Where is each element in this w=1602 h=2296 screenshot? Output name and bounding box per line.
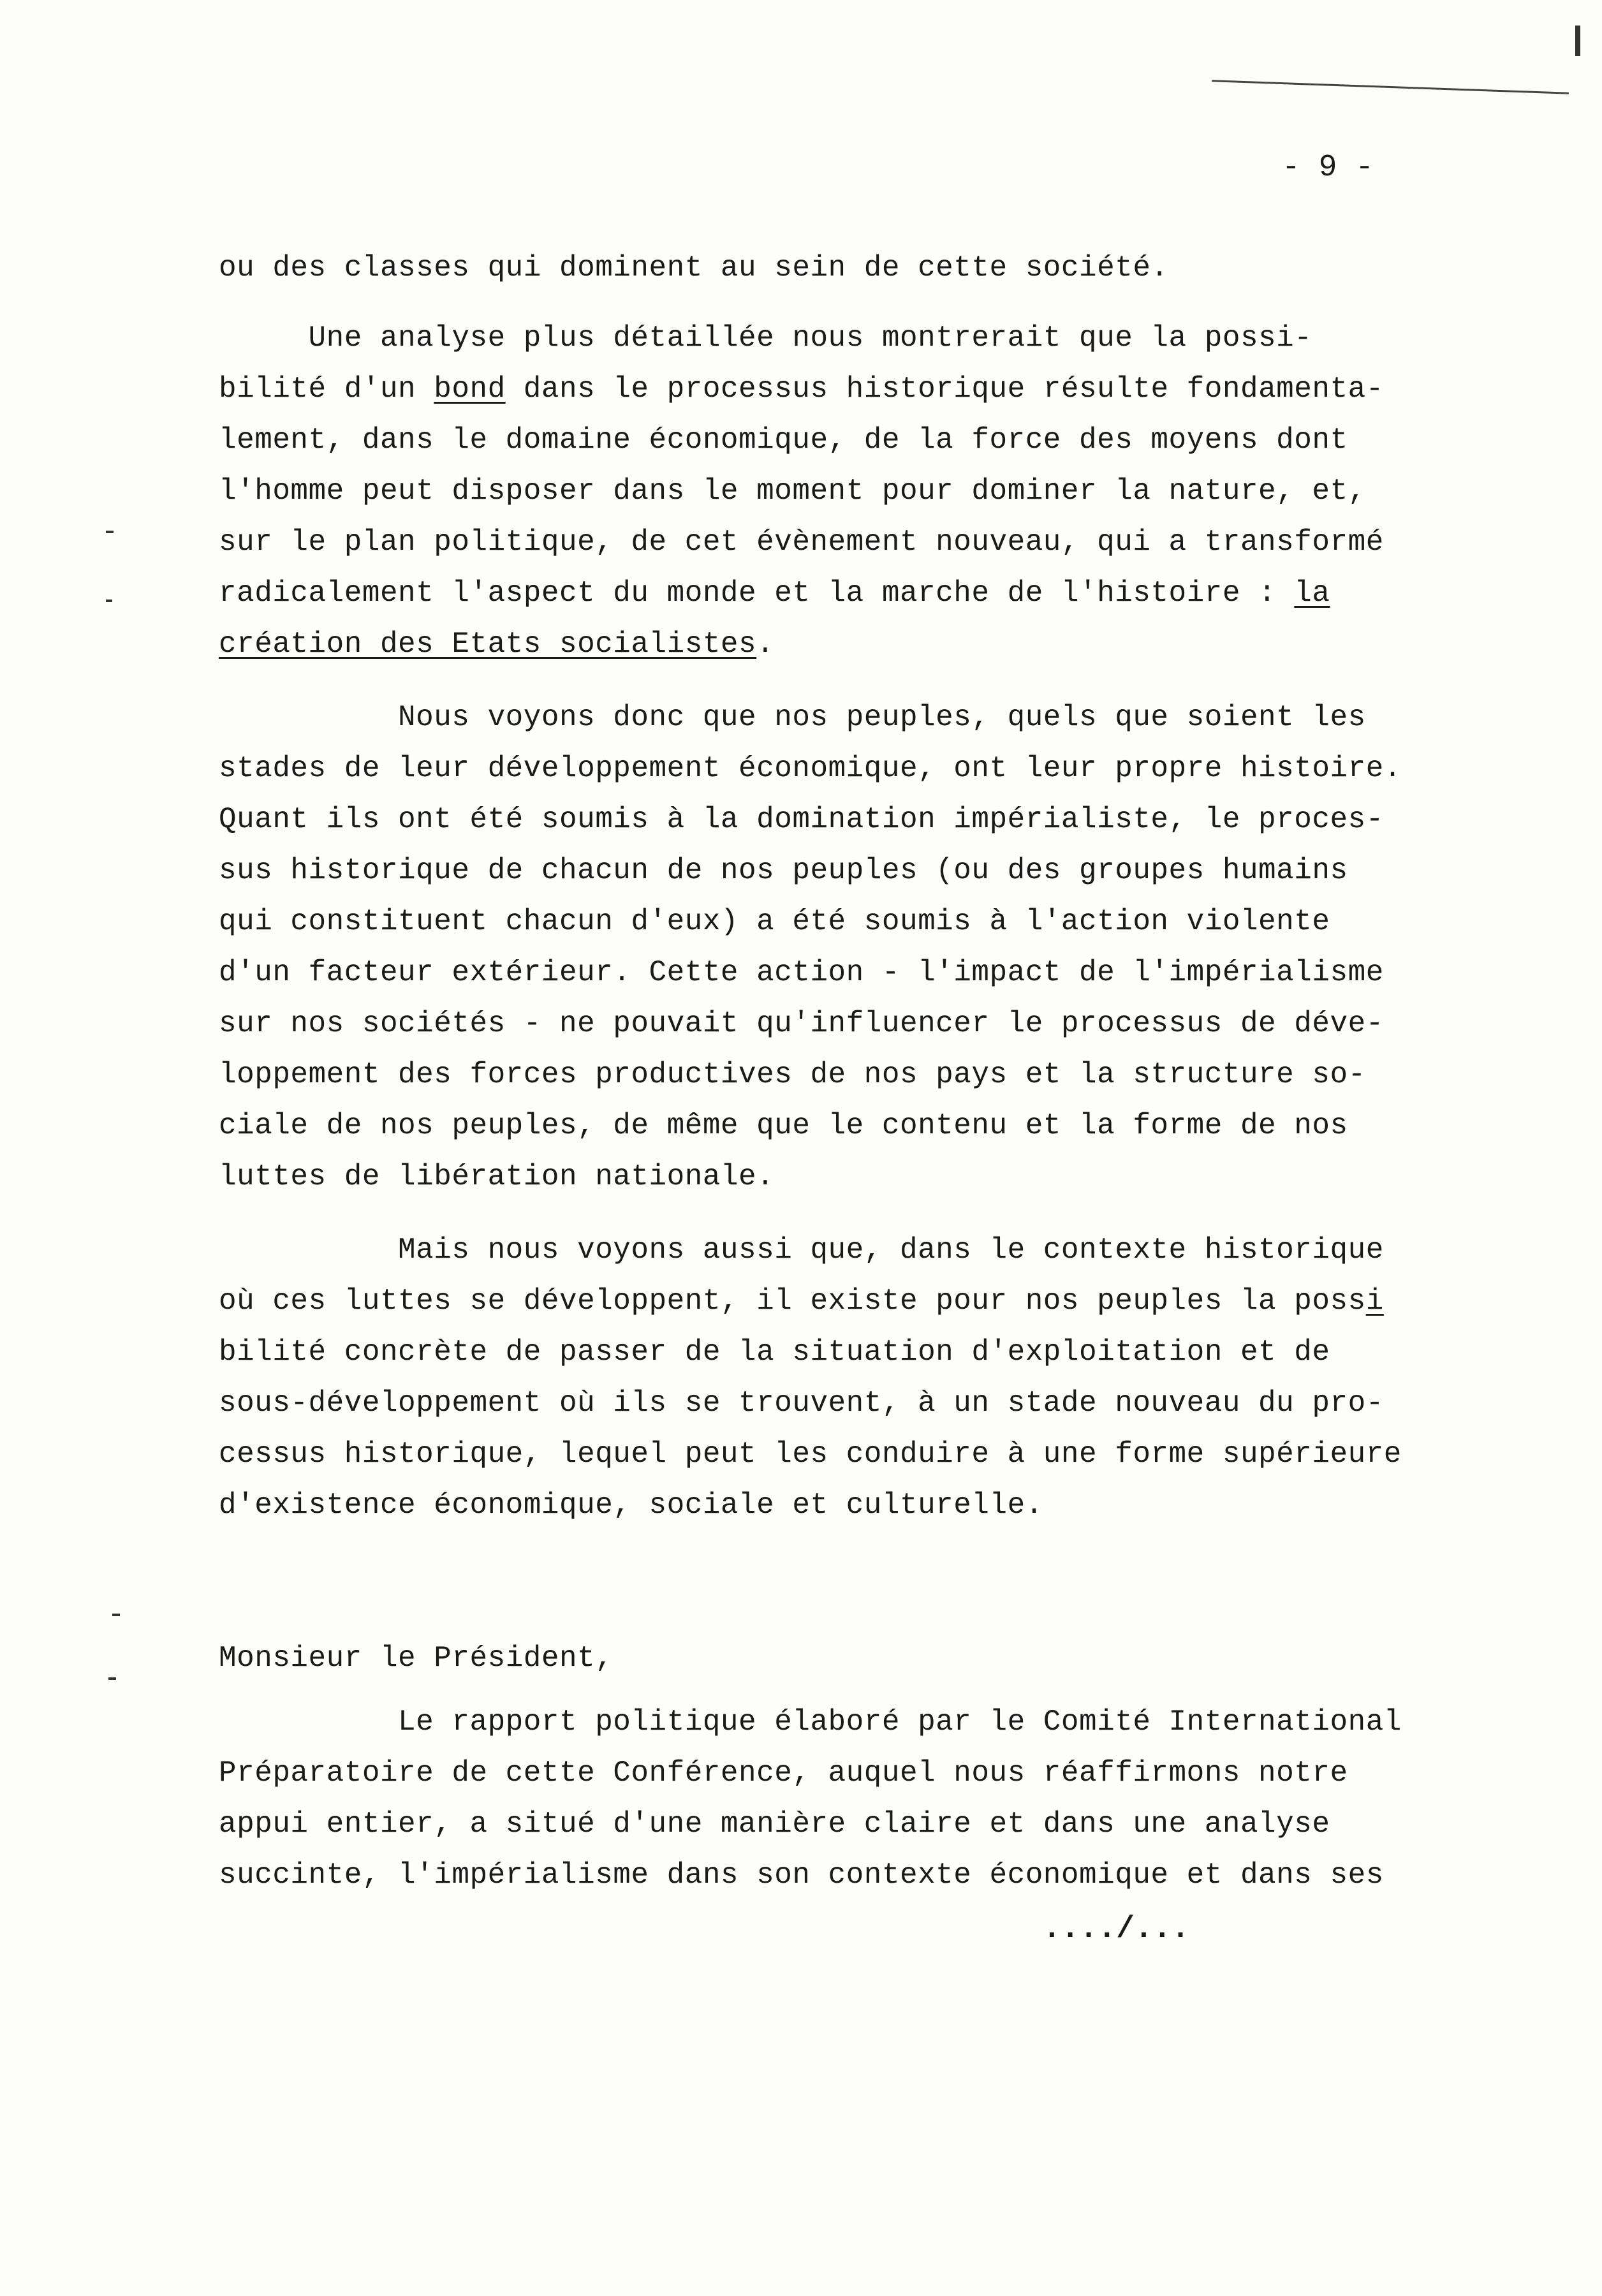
text-run: sur nos sociétés - ne pouvait qu'influencer le processus de déve- [219,1007,1384,1040]
underlined-text: la [1294,577,1330,610]
text-run: stades de leur développement économique, ont leur propre histoire. [219,752,1402,785]
underlined-text: bond [434,372,506,406]
text-run: Nous voyons donc que nos peuples, quels que soient les [219,701,1366,734]
text-line [219,1151,774,1202]
text-run: cessus historique, lequel peut les conduire à une forme supérieure [219,1438,1402,1471]
text-run: lement, dans le domaine économique, de la force des moyens dont [219,423,1348,457]
text-run: . [756,628,775,661]
text-run: où ces luttes se développent, il existe pour nos peuples la poss [219,1284,1366,1318]
text-run: d'un facteur extérieur. Cette action - l'impact de l'impérialisme [219,956,1384,989]
text-line [219,1480,1043,1531]
margin-mark [108,1677,116,1680]
text-line [219,242,1169,293]
text-line [219,947,1384,998]
text-run: Mais nous voyons aussi que, dans le contexte historique [219,1233,1384,1267]
text-line [219,1327,1330,1378]
text-line [219,692,1366,743]
text-line [219,1748,1348,1799]
text-line [219,1100,1348,1151]
text-line [219,1850,1384,1901]
text-line [219,415,1348,466]
text-line [219,1276,1384,1327]
underlined-text: i [1365,1284,1384,1318]
text-line [219,998,1384,1049]
text-line [219,1049,1366,1100]
top-rule [1212,80,1569,94]
margin-mark [112,1614,120,1616]
text-run: ou des classes qui dominent au sein de cette société. [219,251,1169,284]
text-run: l'homme peut disposer dans le moment pour dominer la nature, et, [219,475,1366,508]
text-line [219,1225,1384,1276]
text-run: bilité d'un [219,372,434,406]
text-run: luttes de libération nationale. [219,1160,775,1193]
text-line [219,466,1366,517]
text-run: ciale de nos peuples, de même que le contenu et la forme de nos [219,1109,1348,1142]
text-line [219,794,1384,845]
text-line [219,1799,1330,1850]
text-line [219,313,1312,364]
text-line [219,1633,613,1684]
text-run: Préparatoire de cette Conférence, auquel nous réaffirmons notre [219,1756,1348,1790]
text-line [219,896,1330,947]
text-run: Une analyse plus détaillée nous montrerait que la possi- [219,321,1312,355]
text-line [219,619,774,670]
page-number: - 9 - [1282,151,1374,185]
text-run: Quant ils ont été soumis à la domination impérialiste, le proces- [219,803,1384,836]
text-run: succinte, l'impérialisme dans son contexte économique et dans ses [219,1858,1384,1892]
text-run: Monsieur le Président, [219,1642,614,1675]
margin-mark [1575,26,1580,56]
text-line [219,743,1402,794]
text-run: loppement des forces productives de nos pays et la structure so- [219,1058,1366,1091]
text-line [219,364,1384,415]
underlined-text: création des Etats socialistes [219,628,757,661]
text-line [219,845,1348,896]
text-line [219,517,1384,568]
text-run: appui entier, a situé d'une manière claire et dans une analyse [219,1807,1330,1841]
text-line [219,1378,1384,1429]
text-run: Le rapport politique élaboré par le Comité International [219,1705,1402,1739]
continuation-mark: ..../... [1043,1912,1190,1946]
text-run: d'existence économique, sociale et culturelle. [219,1489,1043,1522]
text-run: qui constituent chacun d'eux) a été soumis à l'action violente [219,905,1330,938]
text-run: sur le plan politique, de cet évènement nouveau, qui a transformé [219,526,1384,559]
text-run: dans le processus historique résulte fondamenta- [505,372,1384,406]
text-line [219,568,1330,619]
margin-mark [106,600,112,602]
text-line [219,1696,1402,1748]
text-line [219,1429,1402,1480]
text-run: radicalement l'aspect du monde et la marche de l'histoire : [219,577,1295,610]
text-run: sus historique de chacun de nos peuples (ou des groupes humains [219,854,1348,887]
text-run: sous-développement où ils se trouvent, à un stade nouveau du pro- [219,1387,1384,1420]
text-run: bilité concrète de passer de la situation d'exploitation et de [219,1336,1330,1369]
margin-mark [106,531,114,533]
